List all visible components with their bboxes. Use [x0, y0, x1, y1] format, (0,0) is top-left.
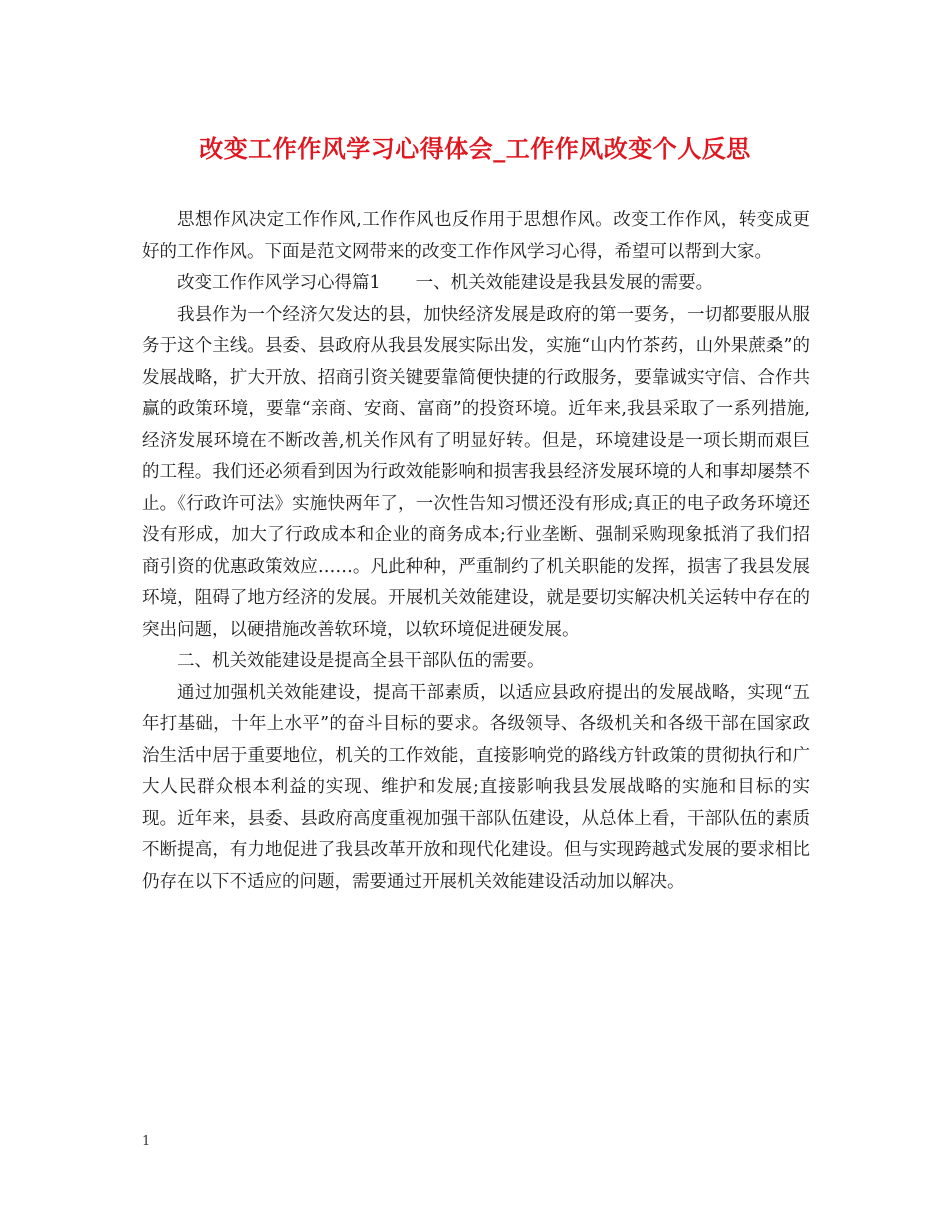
paragraph-section-two-heading: 二、机关效能建设是提高全县干部队伍的需要。 [177, 651, 545, 671]
document-title: 改变工作作风学习心得体会_工作作风改变个人反思 [199, 134, 751, 163]
paragraph-intro: 思想作风决定工作作风,工作作风也反作用于思想作风。改变工作作风，转变成更好的工作作风。下面是范文网带来的改变工作作风学习心得，希望可以帮到大家。 [142, 210, 810, 262]
page-number: 1 [142, 1134, 151, 1149]
paragraph-section-one-body: 我县作为一个经济欠发达的县，加快经济发展是政府的第一要务，一切都要服从服务于这个主线。县委、县政府从我县发展实际出发，实施“山内竹茶药，山外果蔗桑”的发展战略，扩大开放、招商引资关键要靠简便快捷的行政服务，要靠诚实守信、合作共赢的政策环境，要靠“亲商、安商、富商”的投资环境。近年来,我县采取了一系列措施,经济发展环境在不断改善,机关作风有了明显好转。但是，环境建设是一项长期而艰巨的工程。我们还必须看到因为行政效能影响和损害我县经济发展环境的人和事却屡禁不止。《行政许可法》实施快两年了，一次性告知习惯还没有形成;真正的电子政务环境还没有形成，加大了行政成本和企业的商务成本;行业垄断、强制采购现象抵消了我们招商引资的优惠政策效应……。凡此种种，严重制约了机关职能的发挥，损害了我县发展环境，阻碍了地方经济的发展。开展机关效能建设，就是要切实解决机关运转中存在的突出问题，以硬措施改善软环境，以软环境促进硬发展。 [142, 304, 810, 640]
document-body [142, 205, 810, 898]
paragraph-section-two-body: 通过加强机关效能建设，提高干部素质，以适应县政府提出的发展战略，实现“五年打基础，十年上水平”的奋斗目标的要求。各级领导、各级机关和各级干部在国家政治生活中居于重要地位，机关的工作效能，直接影响党的路线方针政策的贯彻执行和广大人民群众根本利益的实现、维护和发展;直接影响我县发展战略的实施和目标的实现。近年来，县委、县政府高度重视加强干部队伍建设，从总体上看，干部队伍的素质不断提高，有力地促进了我县改革开放和现代化建设。但与实现跨越式发展的要求相比仍存在以下不适应的问题，需要通过开展机关效能建设活动加以解决。 [142, 682, 810, 892]
paragraph-section-one-heading: 改变工作作风学习心得篇1 一、机关效能建设是我县发展的需要。 [177, 273, 714, 293]
